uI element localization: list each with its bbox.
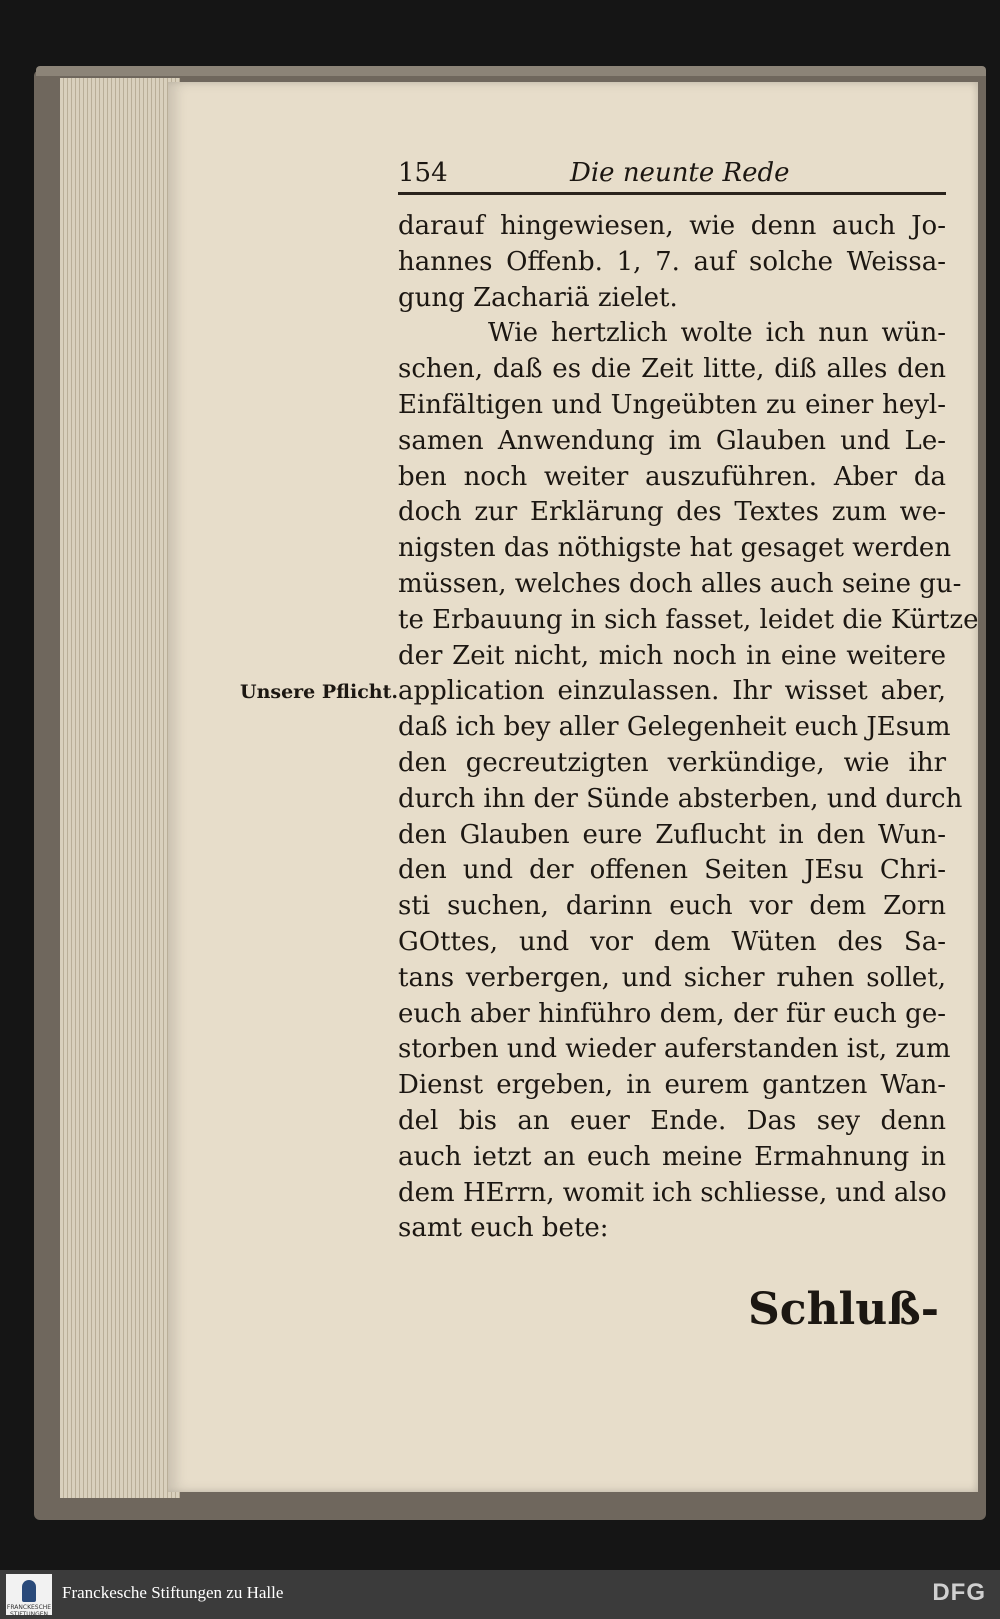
page-number: 154 <box>398 158 448 188</box>
text-block <box>398 158 979 1247</box>
text-line: nigsten das nöthigste hat gesaget werden <box>398 533 952 564</box>
text-line: euch aber hinführo dem, der für euch ge- <box>398 998 946 1029</box>
text-line: te Erbauung in sich fasset, leidet die Kürtze <box>398 604 979 635</box>
text-line: doch zur Erklärung des Textes zum we- <box>398 497 946 528</box>
text-line: application einzulassen. Ihr wisset aber, <box>398 676 946 707</box>
text-line: dem HErrn, womit ich schliesse, und also <box>398 1177 947 1208</box>
text-line: ben noch weiter auszuführen. Aber da <box>398 461 946 492</box>
text-line: der Zeit nicht, mich noch in eine weitere <box>398 640 946 671</box>
text-line: den und der offenen Seiten JEsu Chri- <box>398 855 946 886</box>
text-line: daß ich bey aller Gelegenheit euch JEsum <box>398 712 951 743</box>
text-line: Dienst ergeben, in eurem gantzen Wan- <box>398 1070 946 1101</box>
running-head: Die neunte Rede <box>570 158 790 188</box>
text-line: darauf hingewiesen, wie denn auch Jo- <box>398 211 946 241</box>
text-line: samt euch bete: <box>398 1213 609 1244</box>
cover-edge <box>36 66 986 76</box>
text-line: sti suchen, darinn euch vor dem Zorn <box>398 891 946 922</box>
body-text <box>398 209 979 1247</box>
text-line: del bis an euer Ende. Das sey denn <box>398 1105 946 1136</box>
logo-mark-icon <box>22 1580 36 1602</box>
text-line: den Glauben eure Zuflucht in den Wun- <box>398 819 946 850</box>
marginal-note: Unsere Pflicht. <box>240 681 398 703</box>
text-line: GOttes, und vor dem Wüten des Sa- <box>398 926 946 957</box>
institution-name: Franckesche Stiftungen zu Halle <box>62 1583 284 1602</box>
text-line: durch ihn der Sünde absterben, und durch <box>398 783 963 814</box>
institution-logo <box>6 1574 52 1618</box>
text-line: tans verbergen, und sicher ruhen sollet, <box>398 962 946 993</box>
footer-bar <box>0 1570 1000 1619</box>
text-line: samen Anwendung im Glauben und Le- <box>398 425 946 456</box>
catchword: Schluß- <box>748 1284 939 1335</box>
text-line: hannes Offenb. 1, 7. auf solche Weissa- <box>398 246 946 277</box>
page-header <box>398 158 946 195</box>
text-line: storben und wieder auferstanden ist, zum <box>398 1034 951 1065</box>
text-line: müssen, welches doch alles auch seine gu- <box>398 568 962 599</box>
text-line: Wie hertzlich wolte ich nun wün- <box>488 318 946 349</box>
text-line: auch ietzt an euch meine Ermahnung in <box>398 1141 946 1172</box>
text-line: den gecreutzigten verkündige, wie ihr <box>398 747 946 778</box>
text-line: Einfältigen und Ungeübten zu einer heyl- <box>398 389 946 420</box>
text-line: schen, daß es die Zeit litte, diß alles den <box>398 354 946 385</box>
text-line: gung Zachariä zielet. <box>398 282 678 313</box>
logo-caption: FRANCKESCHE STIFTUNGEN <box>6 1604 52 1618</box>
dfg-logo: DFG <box>932 1579 986 1606</box>
page-edges <box>60 78 180 1498</box>
